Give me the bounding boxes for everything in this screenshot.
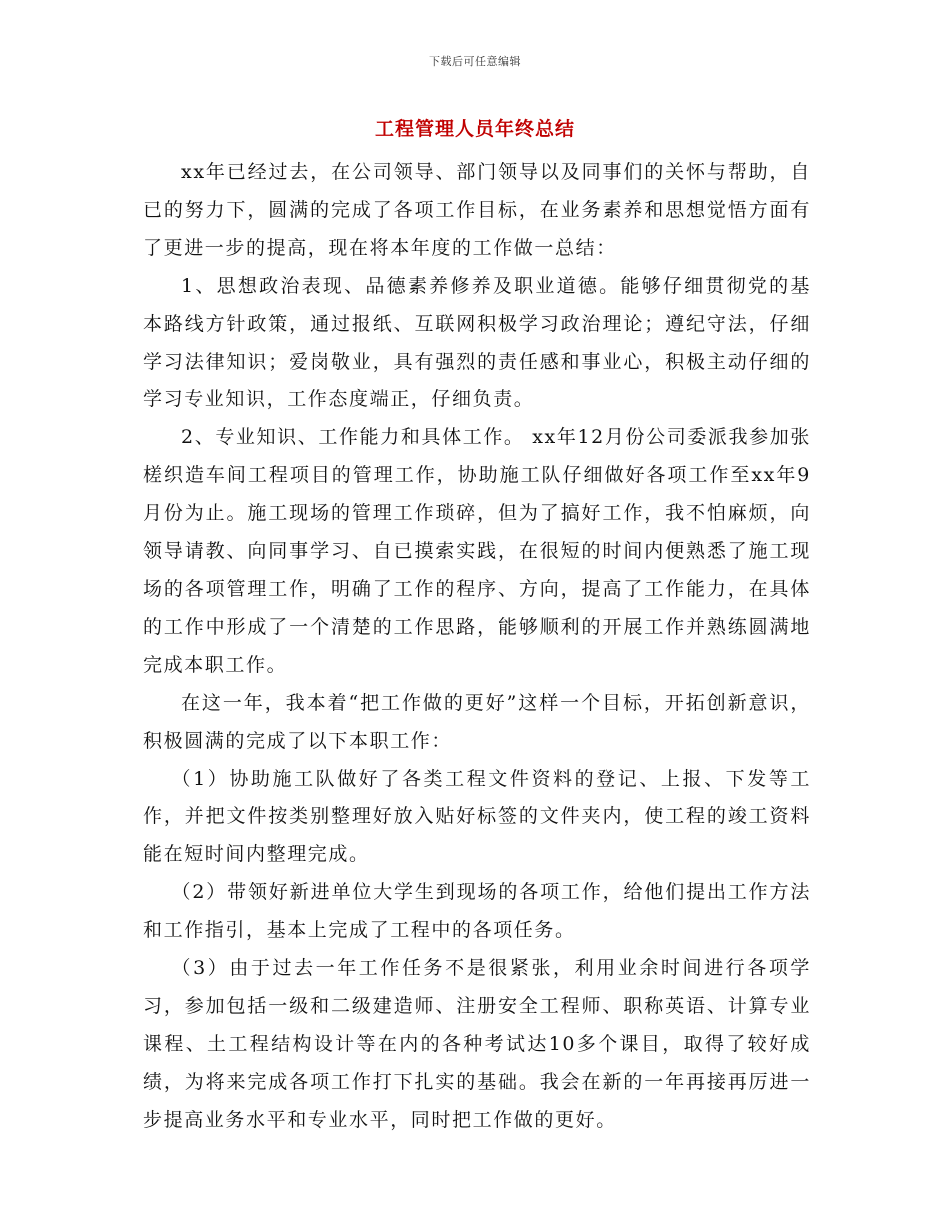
paragraph-item-2: （2）带领好新进单位大学生到现场的各项工作，给他们提出工作方法和工作指引，基本上完成了工程中的各项任务。 <box>143 881 811 942</box>
paragraph-this-year: 在这一年，我本着“把工作做的更好”这样一个目标，开拓创新意识，积极圆满的完成了以下本职工作： <box>143 691 811 752</box>
paragraph-section-2: 2、专业知识、工作能力和具体工作。 xx年12月份公司委派我参加张槎织造车间工程项目的管理工作，协助施工队仔细做好各项工作至xx年9月份为止。施工现场的管理工作琐碎，但为了搞好工作，我不怕麻烦，向领导请教、向同事学习、自已摸索实践，在很短的时间内便熟悉了施工现场的各项管理工作，明确了工作的程序、方向，提高了工作能力，在具体的工作中形成了一个清楚的工作思路，能够顺利的开展工作并熟练圆满地完成本职工作。 <box>143 426 811 676</box>
paragraph-intro: xx年已经过去，在公司领导、部门领导以及同事们的关怀与帮助，自已的努力下，圆满的完成了各项工作目标，在业务素养和思想觉悟方面有了更进一步的提高，现在将本年度的工作做一总结： <box>143 161 811 259</box>
paragraph-item-1: （1）协助施工队做好了各类工程文件资料的登记、上报、下发等工作，并把文件按类别整理好放入贴好标签的文件夹内，使工程的竣工资料能在短时间内整理完成。 <box>143 767 811 866</box>
document-title: 工程管理人员年终总结 <box>374 118 575 140</box>
document-body <box>143 154 811 1140</box>
paragraph-section-1: 1、思想政治表现、品德素养修养及职业道德。能够仔细贯彻党的基本路线方针政策，通过报纸、互联网积极学习政治理论；遵纪守法，仔细学习法律知识；爱岗敬业，具有强烈的责任感和事业心，积极主动仔细的学习专业知识，工作态度端正，仔细负责。 <box>143 274 811 411</box>
paragraph-item-3: （3）由于过去一年工作任务不是很紧张，利用业余时间进行各项学习，参加包括一级和二级建造师、注册安全工程师、职称英语、计算专业课程、土工程结构设计等在内的各种考试达10多个课目，取得了较好成绩，为将来完成各项工作打下扎实的基础。我会在新的一年再接再厉进一步提高业务水平和专业水平，同时把工作做的更好。 <box>143 957 811 1131</box>
header-note: 下载后可任意编辑 <box>429 55 521 68</box>
